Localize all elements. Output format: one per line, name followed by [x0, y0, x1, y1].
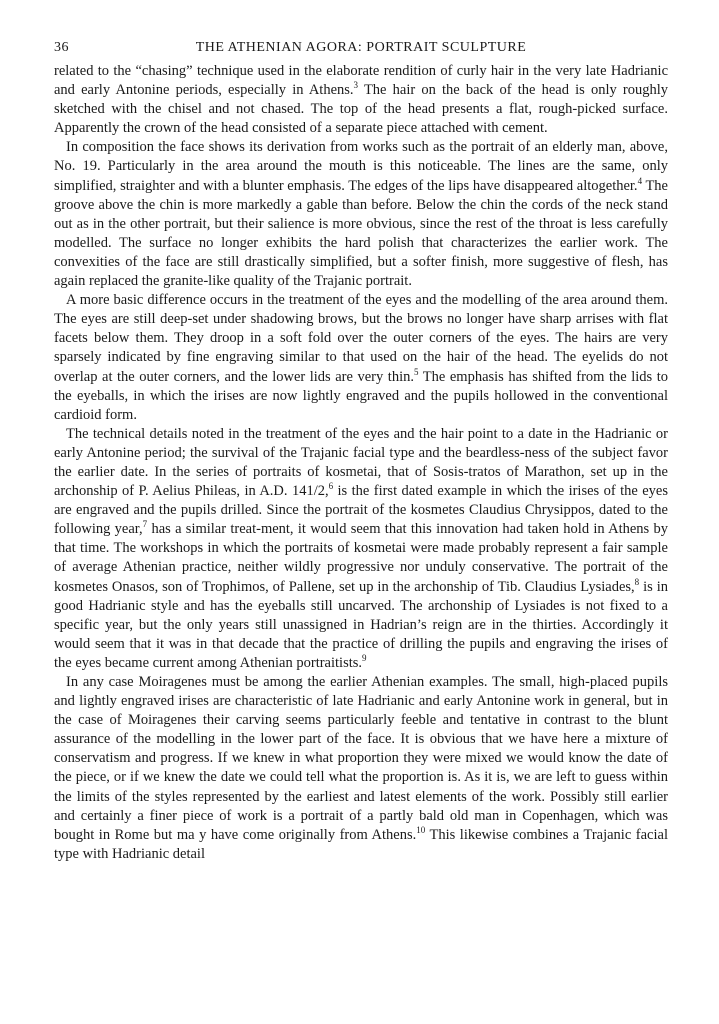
- footnote-ref: 8: [634, 576, 640, 587]
- paragraph: [54, 138, 668, 291]
- paragraph: [54, 62, 668, 138]
- text-run: The technical details noted in the treatment of the eyes and the hair point to a date in the Hadrianic or early Antonine period; the survival of the Trajanic facial type and the beardless-ness of the subject favor the earlier date. In the series of portraits of kosmetai, that of Sosis-tratos of Marathon, set up in the archonship of P. Aelius Phileas, in A.D. 141/2,: [54, 425, 668, 500]
- text-run: In composition the face shows its derivation from works such as the portrait of an elderly man, above, No. 19. Particularly in the area around the mouth is this noticeable. The lines are the same, only simplified, straighter and with a blunter emphasis. The edges of the lips have disappeared altogether.: [54, 139, 668, 194]
- footnote-ref: 10: [416, 824, 426, 835]
- paragraph: [54, 673, 668, 864]
- document-page: [54, 40, 668, 864]
- running-title: THE ATHENIAN AGORA: PORTRAIT SCULPTURE: [195, 40, 527, 55]
- text-run: is the first dated example in which the irises of the eyes are engraved and the pupils drilled. Since the portrait of the kosmetes Claudius Chrysippos, dated to the following year,: [54, 483, 668, 538]
- paragraph: [54, 291, 668, 425]
- text-run: A more basic difference occurs in the treatment of the eyes and the modelling of the area around them. The eyes are still deep-set under shadowing brows, but the brows no longer have sharp arrises with flat facets below them. They droop in a soft fold over the outer corners of the eyes. The hairs are very sparsely indicated by fine engraving similar to that used on the hair of the head. The eyelids do not overlap at the outer corners, and the lower lids are very thin.: [54, 292, 668, 385]
- text-run: has a similar treat-ment, it would seem that this innovation had taken hold in Athens by that time. The workshops in which the portraits of kosmetai were made probably represent a fair sample of average Athenian practice, neither wildly progressive nor unduly conservative. The portrait of the kosmetes Onasos, son of Trophimos, of Pallene, set up in the archonship of Tib. Claudius Lysiades,: [54, 521, 668, 595]
- text-run: This likewise combines a Trajanic facial type with Hadrianic detail: [54, 826, 668, 862]
- footnote-ref: 4: [637, 175, 643, 186]
- text-run: is in good Hadrianic style and has the eyeballs still uncarved. The archonship of Lysiades is not fixed to a specific year, but the only years still unassigned in Hadrian’s reign are in the thirties. Accordingly it would seem that it was in that decade that the practice of drilling the pupils and engraving the irises of the eyes became current among Athenian portraitists.: [54, 578, 668, 671]
- footnote-ref: 9: [362, 653, 367, 664]
- page-number: 36: [54, 40, 69, 55]
- paragraph: [54, 425, 668, 673]
- footnote-ref: 7: [142, 519, 148, 530]
- footnote-ref: 6: [328, 481, 334, 492]
- text-run: The hair on the back of the head is only roughly sketched with the chisel and not chased. The top of the head presents a flat, rough-picked surface. Apparently the crown of the head consisted of a separate piece attached with cement.: [54, 82, 668, 137]
- text-run: In any case Moiragenes must be among the earlier Athenian examples. The small, high-placed pupils and lightly engraved irises are characteristic of late Hadrianic and early Antonine work in general, but in the case of Moiragenes their carving seems particularly feeble and tentative in contrast to the blunt assurance of the modelling in the lower part of the face. It is obvious that we have here a mixture of conservatism and progress. If we knew in what proportion they were mixed we would know the date of the piece, or if we knew the date we could tell what the proportion is. As it is, we are left to guess within the limits of the styles represented by the earliest and latest elements of the work. Possibly still earlier and certainly a finer piece of work is a portrait of a partly bald old man in Copenhagen, which was bought in Rome but ma y have come originally from Athens.: [54, 674, 668, 843]
- running-header: [54, 40, 668, 62]
- text-run: The groove above the chin is more markedly a gable than before. Below the chin the cords of the neck stand out as in the other portrait, but their salience is more obvious, since the rest of the throat is less carefully modelled. The surface no longer exhibits the hard polish that characterizes the earlier work. The convexities of the face are still drastically simplified, but a softer finish, more suggestive of flesh, has again replaced the granite-like quality of the Trajanic portrait.: [54, 177, 668, 290]
- text-run: related to the “chasing” technique used in the elaborate rendition of curly hair in the very late Hadrianic and early Antonine periods, especially in Athens.: [54, 63, 668, 99]
- footnote-ref: 3: [353, 80, 359, 91]
- footnote-ref: 5: [413, 366, 419, 377]
- text-run: The emphasis has shifted from the lids to the eyeballs, in which the irises are now lightly engraved and the pupils hollowed in the conventional cardioid form.: [54, 368, 668, 423]
- body-text: [54, 62, 668, 864]
